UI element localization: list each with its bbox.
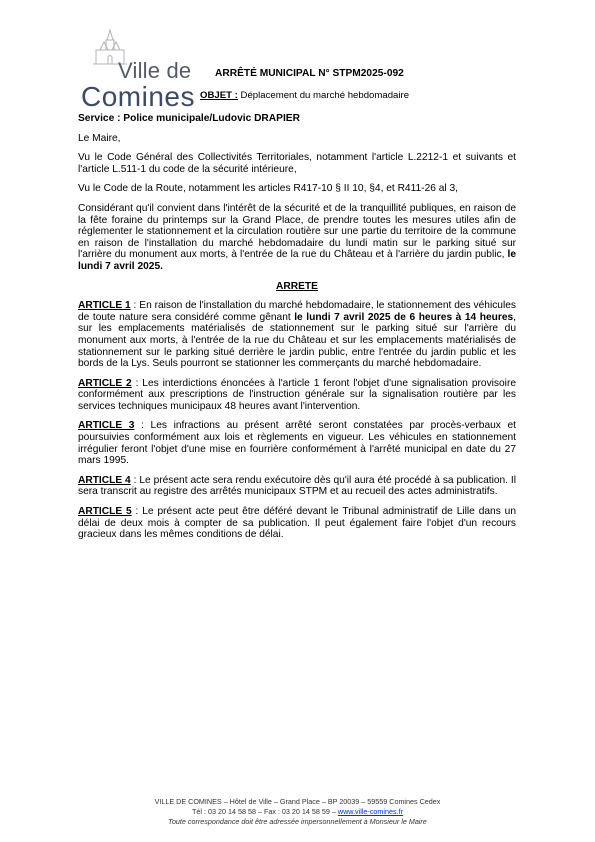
le-maire: Le Maire, (78, 132, 121, 144)
service-line: Service : Police municipale/Ludovic DRAPIER (78, 113, 300, 124)
footer-phone-fax: Tél : 03 20 14 58 58 – Fax : 03 20 14 58 59 – (192, 807, 338, 816)
article-4-label: ARTICLE 4 (78, 474, 131, 486)
arrete-heading: ARRETE (276, 280, 318, 292)
article-3-text: : Les infractions au présent arrêté seront constatées par procès-verbaux et poursuivies conformément aux lois et règlements en vigueur. Les véhicules en stationnement irrégulier feront l'objet d'une mise en fourrière conformément à l'arrêté municipal en date du 27 mars 1995. (78, 420, 517, 467)
decree-title: ARRÊTÉ MUNICIPAL N° STPM2025-092 (215, 68, 404, 79)
considerant-end: . (160, 260, 163, 272)
article-3 (78, 420, 516, 466)
article-5-text: : Le présent acte peut être déféré devant le Tribunal administratif de Lille dans un délai de deux mois à compter de sa publication. Il peut également faire l'objet d'un recours gracieux dans les mêmes conditions de délai. (78, 506, 516, 541)
article-1 (78, 300, 516, 370)
article-4-text: : Le présent acte sera rendu exécutoire dès qu'il aura été procédé à sa publication. Il sera transcrit au registre des arrêtés municipaux STPM et au recueil des actes administratifs. (78, 474, 517, 498)
subject-label: OBJET : (200, 90, 238, 101)
footer-note: Toute correspondance doit être adressée impersonnellement à Monsieur le Maire (168, 817, 427, 826)
logo-comines-text: Comines (81, 81, 195, 112)
decree-body (78, 113, 516, 549)
considerant-date: le lundi 7 avril 2025 (78, 249, 516, 272)
vu-paragraph-2: Vu le Code de la Route, notamment les articles R417-10 § II 10, §4, et R411-26 al 3, (78, 183, 458, 195)
subject-text: Déplacement du marché hebdomadaire (237, 90, 410, 101)
footer-contact (60, 807, 535, 817)
website-link[interactable]: www.ville-comines.fr (337, 807, 403, 816)
article-1-text-a: : En raison de l'installation du marché hebdomadaire, le stationnement des véhicules de toute nature sera considéré comme gênant (78, 300, 516, 323)
article-5 (78, 506, 516, 541)
considerant-text: Considérant qu'il convient dans l'intérêt de la sécurité et de la tranquillité publiques, en raison de la fête foraine du printemps sur la Grand Place, de prendre toutes les mesures utiles afin de réglementer le stationnement et la circulation routière sur une partie du territoire de la commune en raison de l'installation du marché hebdomadaire du lundi matin sur le parking situé sur l'arrière du monument aux morts, à l'entrée de la rue du Château et à l'arrière du jardin public, (78, 202, 516, 261)
article-1-date: le lundi 7 avril 2025 de 6 heures à 14 heures (290, 311, 514, 323)
considerant-paragraph (78, 203, 516, 273)
article-5-label: ARTICLE 5 (78, 506, 132, 518)
article-2-label: ARTICLE 2 (78, 377, 132, 389)
article-2 (78, 378, 516, 413)
city-logo (78, 28, 198, 112)
decree-subject (200, 90, 409, 101)
page-footer (60, 797, 535, 827)
logo-ville-text: Ville de (118, 58, 192, 83)
article-1-label: ARTICLE 1 (78, 300, 131, 312)
article-1-text-b: , sur les emplacements matérialisés de stationnement sur le parking situé sur l'arrière du monument aux morts, à l'entrée de la rue du Château et sur les emplacements matérialisés de stationnement sur le parking situé derrière le jardin public, entre l'entrée du jardin public et les bords de la Lys. Seuls pourront se stationner les commerçants du marché hebdomadaire. (78, 311, 516, 370)
article-3-label: ARTICLE 3 (78, 420, 135, 432)
article-2-text: : Les interdictions énoncées à l'article 1 feront l'objet d'une signalisation provisoire conformément aux prescriptions de l'instruction générale sur la signalisation routière par les services techniques municipaux 48 heures avant l'intervention. (78, 377, 517, 412)
article-4 (78, 475, 516, 498)
vu-paragraph-1: Vu le Code Général des Collectivités Territoriales, notamment l'article L.2212-1 et suivants et l'article L.511-1 du code de la sécurité intérieure, (78, 152, 516, 175)
footer-address: VILLE DE COMINES – Hôtel de Ville – Grand Place – BP 20039 – 59559 Comines Cedex (154, 797, 441, 806)
